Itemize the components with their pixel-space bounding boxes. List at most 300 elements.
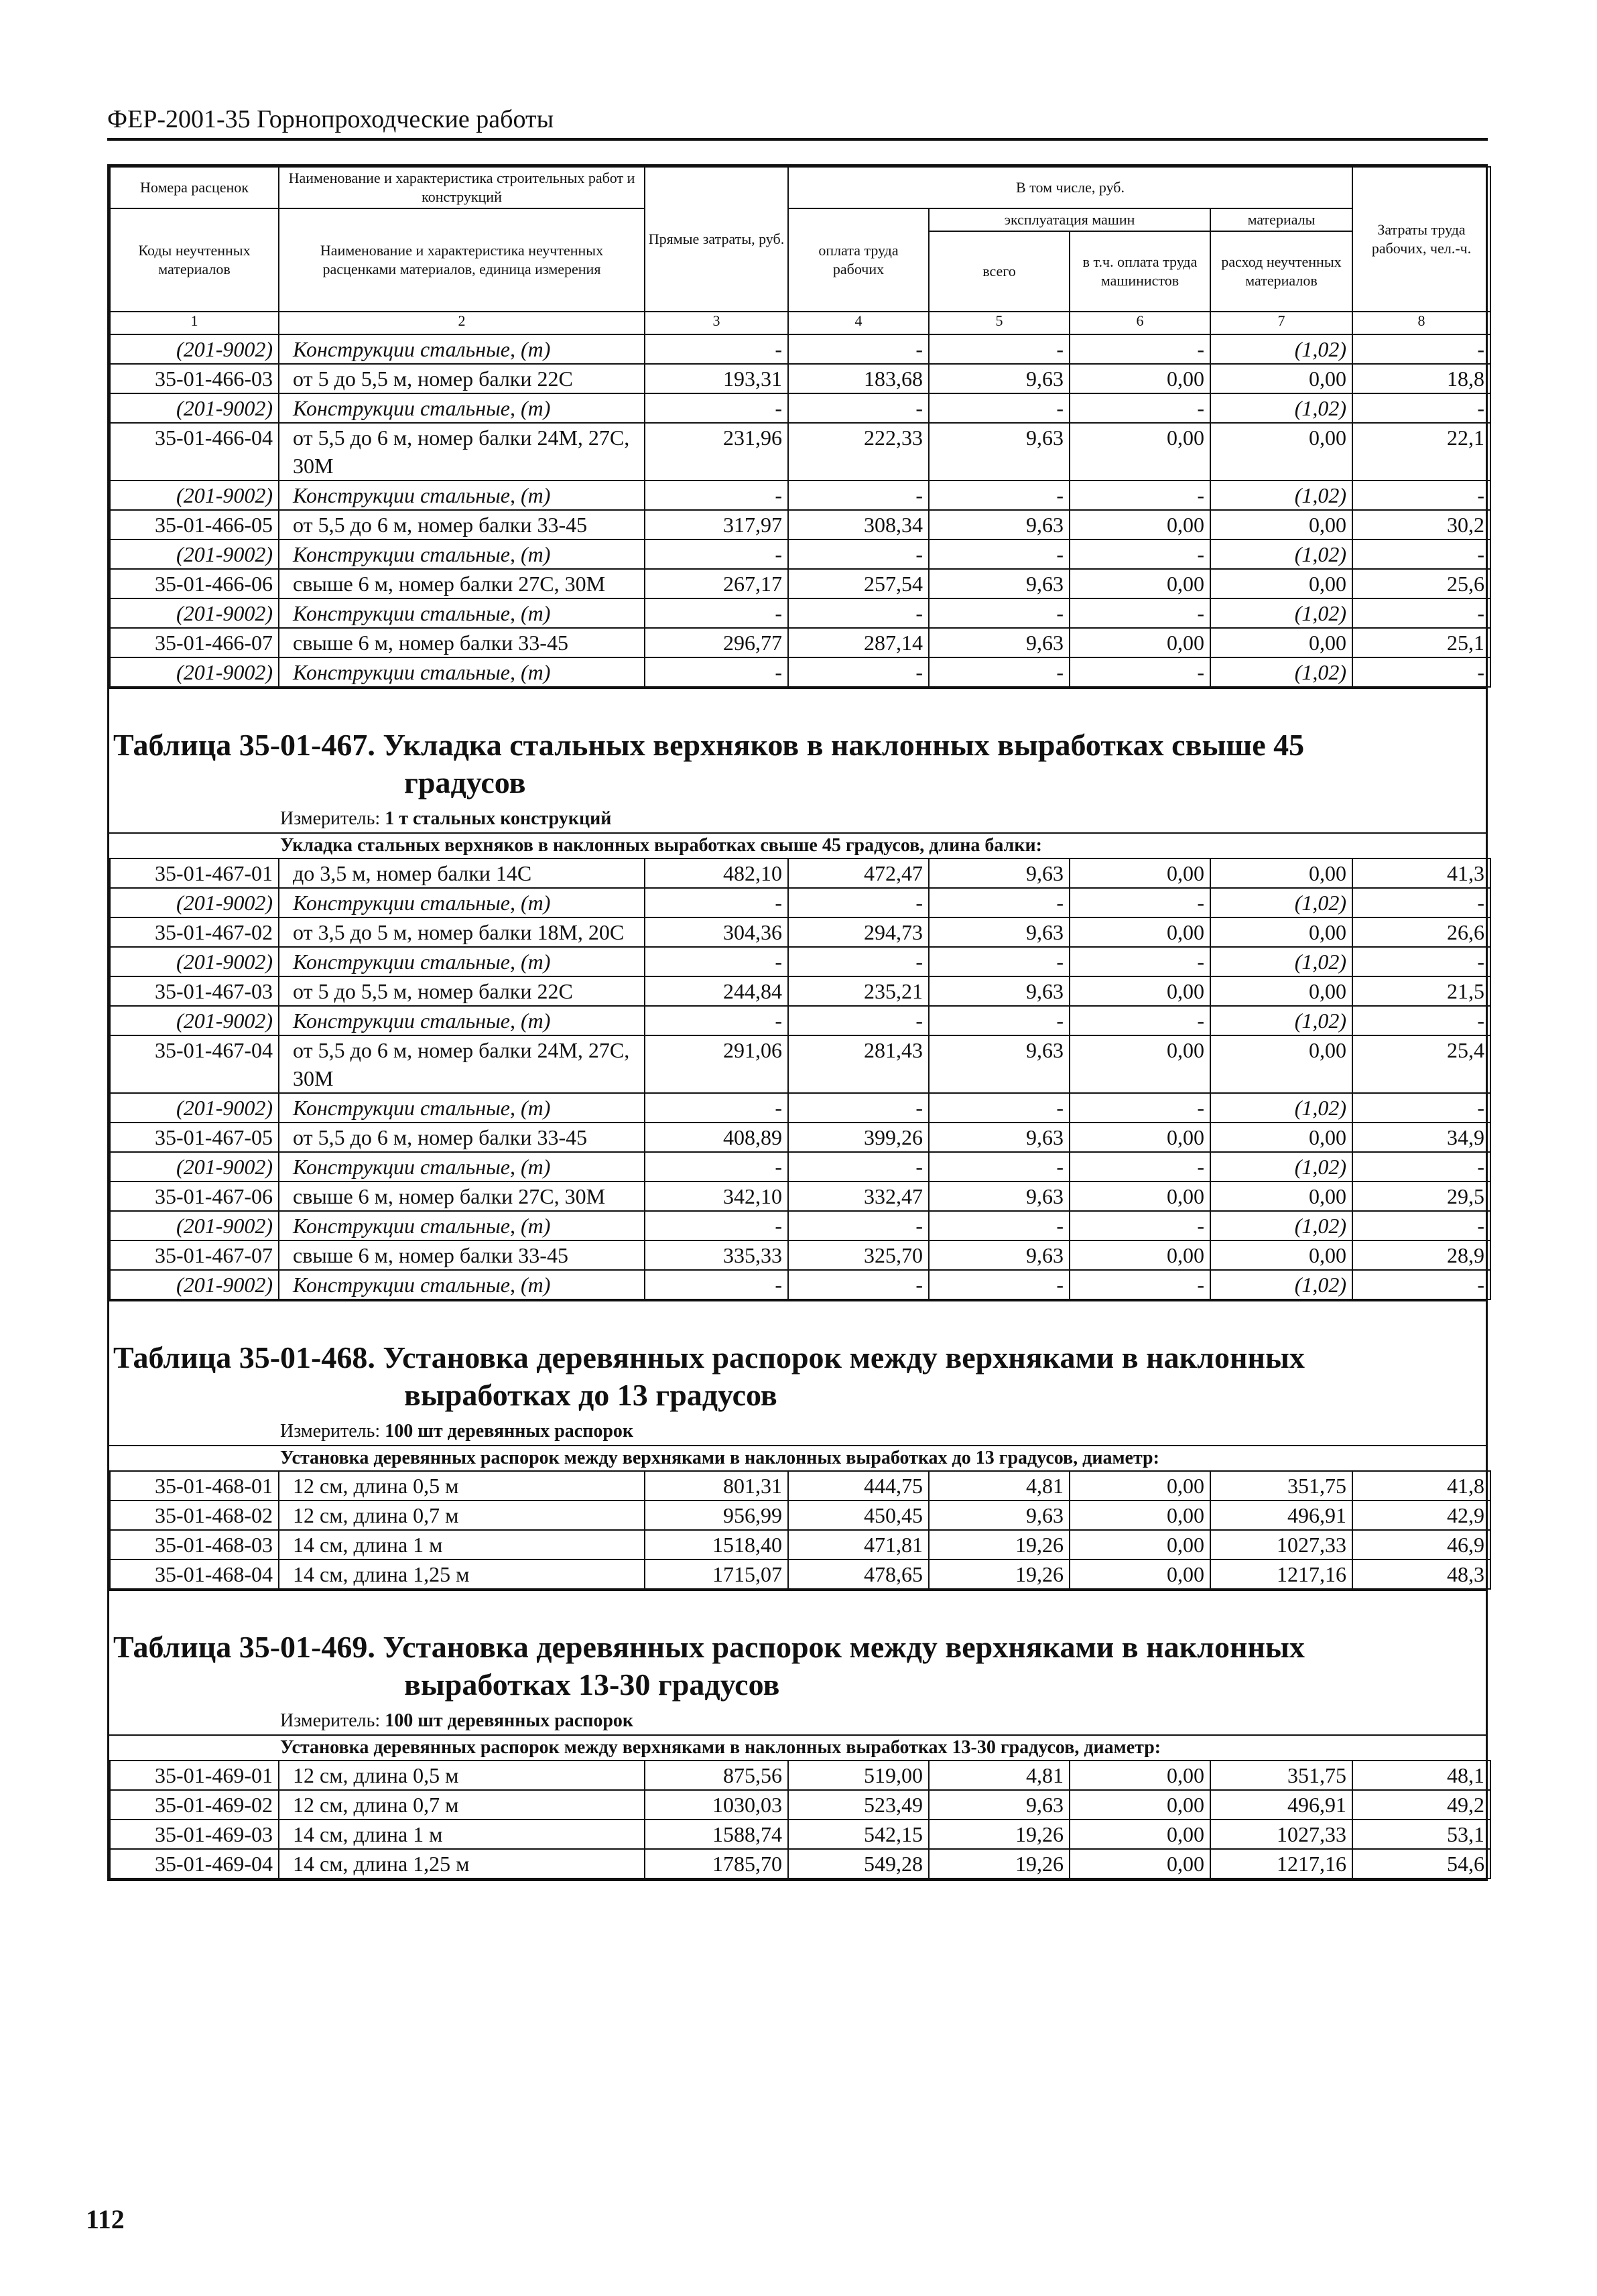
row-code: 35-01-468-01 [110, 1471, 279, 1501]
row-value: 9,63 [929, 1182, 1070, 1211]
material-row [110, 481, 1490, 510]
row-value: 482,10 [645, 858, 788, 888]
row-value: 0,00 [1210, 569, 1352, 598]
row-value: - [645, 947, 788, 976]
row-value: 222,33 [788, 423, 929, 481]
rate-row [110, 917, 1490, 947]
row-value: 496,91 [1210, 1790, 1352, 1820]
row-value: 956,99 [645, 1501, 788, 1530]
row-value: - [645, 1006, 788, 1035]
row-value: 519,00 [788, 1761, 929, 1790]
row-value: 0,00 [1070, 1182, 1210, 1211]
row-code: (201-9002) [110, 393, 279, 423]
rate-row [110, 1790, 1490, 1820]
row-code: 35-01-468-03 [110, 1530, 279, 1559]
rate-row [110, 976, 1490, 1006]
sections [109, 688, 1486, 1879]
material-row [110, 393, 1490, 423]
row-value: (1,02) [1210, 1211, 1352, 1240]
row-value: 1027,33 [1210, 1530, 1352, 1559]
row-name: свыше 6 м, номер балки 33-45 [279, 628, 645, 657]
row-value: (1,02) [1210, 1093, 1352, 1123]
row-value: 0,00 [1070, 976, 1210, 1006]
row-value: 0,00 [1070, 1530, 1210, 1559]
row-value: 0,00 [1070, 628, 1210, 657]
rate-row [110, 1035, 1490, 1093]
section-title-line2: выработках 13-30 градусов [404, 1667, 780, 1702]
row-value: 304,36 [645, 917, 788, 947]
row-code: 35-01-467-04 [110, 1035, 279, 1093]
row-value: - [1352, 947, 1490, 976]
rate-row [110, 1761, 1490, 1790]
row-value: 0,00 [1210, 364, 1352, 393]
row-name: Конструкции стальные, (т) [279, 888, 645, 917]
row-name: Конструкции стальные, (т) [279, 1211, 645, 1240]
section-title-line2: выработках до 13 градусов [404, 1378, 777, 1412]
row-value: 472,47 [788, 858, 929, 888]
row-value: - [929, 1211, 1070, 1240]
section-title-line2: градусов [404, 765, 526, 800]
row-value: - [929, 334, 1070, 364]
row-value: 25,1 [1352, 628, 1490, 657]
row-value: 0,00 [1210, 917, 1352, 947]
row-value: 1030,03 [645, 1790, 788, 1820]
row-code: 35-01-469-02 [110, 1790, 279, 1820]
row-value: - [645, 539, 788, 569]
row-code: 35-01-469-04 [110, 1849, 279, 1878]
row-value: 1027,33 [1210, 1820, 1352, 1849]
row-value: 54,6 [1352, 1849, 1490, 1878]
row-value: 19,26 [929, 1820, 1070, 1849]
rate-row [110, 1530, 1490, 1559]
row-value: - [1352, 539, 1490, 569]
row-value: 0,00 [1210, 1240, 1352, 1270]
measure-label: Измеритель: [280, 1710, 381, 1731]
rate-row [110, 858, 1490, 888]
row-value: - [788, 1152, 929, 1182]
row-code: (201-9002) [110, 1152, 279, 1182]
row-value: (1,02) [1210, 393, 1352, 423]
row-value: - [929, 1152, 1070, 1182]
material-row [110, 1270, 1490, 1299]
row-value: - [1352, 1211, 1490, 1240]
row-value: 325,70 [788, 1240, 929, 1270]
section-title [109, 1591, 1486, 1708]
row-value: - [929, 598, 1070, 628]
row-value: 49,2 [1352, 1790, 1490, 1820]
col-head-codes-bottom: Коды неучтенных материалов [110, 208, 279, 312]
row-value: - [788, 481, 929, 510]
row-value: 46,9 [1352, 1530, 1490, 1559]
row-value: 9,63 [929, 1501, 1070, 1530]
row-value: 0,00 [1070, 1471, 1210, 1501]
table-466-body [110, 334, 1490, 687]
rate-row [110, 1123, 1490, 1152]
row-value: 235,21 [788, 976, 929, 1006]
section-title-line1: Таблица 35-01-467. Укладка стальных верхняков в наклонных выработках свыше 45 [113, 728, 1305, 762]
row-value: - [645, 1211, 788, 1240]
section-block [109, 688, 1486, 1300]
col-head-material-use: расход неучтенных материалов [1210, 231, 1352, 312]
row-value: 9,63 [929, 917, 1070, 947]
row-value: - [1070, 1093, 1210, 1123]
row-value: 523,49 [788, 1790, 929, 1820]
row-value: - [645, 1152, 788, 1182]
row-value: 317,97 [645, 510, 788, 539]
section-title [109, 1301, 1486, 1418]
row-code: (201-9002) [110, 598, 279, 628]
col-num: 6 [1070, 312, 1210, 334]
material-row [110, 1006, 1490, 1035]
row-name: свыше 6 м, номер балки 27С, 30М [279, 569, 645, 598]
section-caption: Установка деревянных распорок между верхняками в наклонных выработках 13-30 градусов, диаметр: [109, 1734, 1486, 1760]
row-value: 496,91 [1210, 1501, 1352, 1530]
row-name: Конструкции стальные, (т) [279, 393, 645, 423]
row-value: 408,89 [645, 1123, 788, 1152]
measure-line [109, 1708, 1486, 1734]
row-code: 35-01-466-05 [110, 510, 279, 539]
row-value: (1,02) [1210, 1152, 1352, 1182]
row-value: 0,00 [1070, 364, 1210, 393]
row-code: 35-01-469-03 [110, 1820, 279, 1849]
col-head-codes-top: Номера расценок [110, 167, 279, 208]
col-head-incl: В том числе, руб. [788, 167, 1352, 208]
rate-row [110, 1849, 1490, 1878]
row-value: 542,15 [788, 1820, 929, 1849]
row-value: 48,3 [1352, 1559, 1490, 1589]
material-row [110, 1152, 1490, 1182]
section-table [109, 858, 1491, 1300]
row-code: 35-01-466-03 [110, 364, 279, 393]
row-name: до 3,5 м, номер балки 14С [279, 858, 645, 888]
row-value: - [788, 1093, 929, 1123]
row-name: от 3,5 до 5 м, номер балки 18М, 20С [279, 917, 645, 947]
row-name: 14 см, длина 1 м [279, 1530, 645, 1559]
row-value: 0,00 [1070, 917, 1210, 947]
row-name: Конструкции стальные, (т) [279, 334, 645, 364]
col-head-direct-costs: Прямые затраты, руб. [645, 167, 788, 312]
row-value: 0,00 [1070, 1123, 1210, 1152]
row-name: 12 см, длина 0,7 м [279, 1501, 645, 1530]
row-name: 14 см, длина 1,25 м [279, 1559, 645, 1589]
row-value: 342,10 [645, 1182, 788, 1211]
page-number: 112 [86, 2204, 125, 2234]
row-value: - [788, 598, 929, 628]
row-code: (201-9002) [110, 539, 279, 569]
row-code: 35-01-468-02 [110, 1501, 279, 1530]
row-value: 0,00 [1070, 569, 1210, 598]
row-value: - [1352, 657, 1490, 687]
row-name: от 5,5 до 6 м, номер балки 24М, 27С, 30М [279, 423, 645, 481]
row-value: 351,75 [1210, 1471, 1352, 1501]
material-row [110, 1211, 1490, 1240]
row-code: 35-01-469-01 [110, 1761, 279, 1790]
row-code: (201-9002) [110, 657, 279, 687]
rate-row [110, 569, 1490, 598]
row-value: 25,6 [1352, 569, 1490, 598]
row-value: - [1352, 1152, 1490, 1182]
row-value: - [1070, 1270, 1210, 1299]
row-value: 4,81 [929, 1471, 1070, 1501]
row-value: - [788, 888, 929, 917]
row-value: 450,45 [788, 1501, 929, 1530]
rate-row [110, 1820, 1490, 1849]
measure-value: 1 т стальных конструкций [385, 808, 612, 829]
row-code: 35-01-467-05 [110, 1123, 279, 1152]
section-block [109, 1590, 1486, 1879]
col-num: 2 [279, 312, 645, 334]
rate-row [110, 628, 1490, 657]
row-value: 19,26 [929, 1849, 1070, 1878]
row-value: (1,02) [1210, 888, 1352, 917]
row-code: 35-01-468-04 [110, 1559, 279, 1589]
rate-row [110, 364, 1490, 393]
row-value: 19,26 [929, 1530, 1070, 1559]
row-value: - [1070, 1211, 1210, 1240]
rate-row [110, 510, 1490, 539]
row-value: - [645, 888, 788, 917]
row-value: 0,00 [1210, 423, 1352, 481]
col-head-machines: эксплуатация машин [929, 208, 1210, 231]
row-value: 478,65 [788, 1559, 929, 1589]
row-value: 1715,07 [645, 1559, 788, 1589]
row-value: - [1352, 598, 1490, 628]
row-value: - [929, 657, 1070, 687]
section-block [109, 1300, 1486, 1590]
row-code: (201-9002) [110, 1093, 279, 1123]
row-value: - [1352, 1270, 1490, 1299]
row-value: 9,63 [929, 976, 1070, 1006]
row-name: свыше 6 м, номер балки 27С, 30М [279, 1182, 645, 1211]
row-value: 267,17 [645, 569, 788, 598]
row-name: 12 см, длина 0,7 м [279, 1790, 645, 1820]
row-code: (201-9002) [110, 334, 279, 364]
row-name: 14 см, длина 1,25 м [279, 1849, 645, 1878]
row-value: - [645, 1270, 788, 1299]
row-value: 0,00 [1210, 510, 1352, 539]
row-value: 244,84 [645, 976, 788, 1006]
row-value: 28,9 [1352, 1240, 1490, 1270]
row-value: - [1352, 334, 1490, 364]
row-value: - [1070, 393, 1210, 423]
row-value: - [788, 1270, 929, 1299]
row-value: 0,00 [1210, 1035, 1352, 1093]
row-value: 281,43 [788, 1035, 929, 1093]
row-value: 444,75 [788, 1471, 929, 1501]
row-name: от 5 до 5,5 м, номер балки 22С [279, 976, 645, 1006]
material-row [110, 334, 1490, 364]
row-value: - [1352, 1093, 1490, 1123]
row-name: 12 см, длина 0,5 м [279, 1471, 645, 1501]
row-value: 9,63 [929, 628, 1070, 657]
col-head-driver-wages: в т.ч. оплата труда машинистов [1070, 231, 1210, 312]
row-name: Конструкции стальные, (т) [279, 1093, 645, 1123]
row-value: 193,31 [645, 364, 788, 393]
row-value: - [788, 393, 929, 423]
row-value: - [1070, 598, 1210, 628]
row-value: (1,02) [1210, 1006, 1352, 1035]
section-title-line1: Таблица 35-01-469. Установка деревянных распорок между верхняками в наклонных [113, 1630, 1305, 1664]
row-value: 183,68 [788, 364, 929, 393]
col-head-names-bottom: Наименование и характеристика неучтенных расценками материалов, единица измерения [279, 208, 645, 312]
row-value: 291,06 [645, 1035, 788, 1093]
row-value: - [1070, 947, 1210, 976]
row-value: - [788, 334, 929, 364]
row-value: 41,3 [1352, 858, 1490, 888]
row-value: (1,02) [1210, 598, 1352, 628]
row-value: - [929, 393, 1070, 423]
row-code: (201-9002) [110, 1211, 279, 1240]
row-value: - [929, 481, 1070, 510]
row-value: - [645, 598, 788, 628]
row-value: 0,00 [1210, 858, 1352, 888]
row-value: 25,4 [1352, 1035, 1490, 1093]
row-value: (1,02) [1210, 657, 1352, 687]
page-header: ФЕР-2001-35 Горнопроходческие работы [107, 101, 1488, 141]
row-name: Конструкции стальные, (т) [279, 539, 645, 569]
material-row [110, 947, 1490, 976]
row-value: 53,1 [1352, 1820, 1490, 1849]
row-value: 296,77 [645, 628, 788, 657]
row-value: - [788, 947, 929, 976]
col-head-labor: Затраты труда рабочих, чел.-ч. [1352, 167, 1490, 312]
row-code: 35-01-467-06 [110, 1182, 279, 1211]
row-name: от 5,5 до 6 м, номер балки 24М, 27С, 30М [279, 1035, 645, 1093]
col-num: 3 [645, 312, 788, 334]
row-code: 35-01-466-04 [110, 423, 279, 481]
section-table [109, 1470, 1491, 1590]
row-value: - [1070, 888, 1210, 917]
row-name: Конструкции стальные, (т) [279, 657, 645, 687]
rate-row [110, 1471, 1490, 1501]
material-row [110, 598, 1490, 628]
row-value: 0,00 [1070, 1035, 1210, 1093]
measure-line [109, 1418, 1486, 1445]
row-value: 19,26 [929, 1559, 1070, 1589]
row-name: Конструкции стальные, (т) [279, 598, 645, 628]
row-code: (201-9002) [110, 947, 279, 976]
row-value: - [1352, 888, 1490, 917]
section-title-line1: Таблица 35-01-468. Установка деревянных распорок между верхняками в наклонных [113, 1340, 1305, 1375]
row-value: 0,00 [1070, 1501, 1210, 1530]
row-value: 18,8 [1352, 364, 1490, 393]
rate-row [110, 1182, 1490, 1211]
row-value: 9,63 [929, 364, 1070, 393]
row-value: 308,34 [788, 510, 929, 539]
row-code: (201-9002) [110, 888, 279, 917]
row-value: 0,00 [1070, 1240, 1210, 1270]
row-value: 549,28 [788, 1849, 929, 1878]
row-value: - [645, 1093, 788, 1123]
material-row [110, 539, 1490, 569]
row-value: 0,00 [1210, 628, 1352, 657]
row-value: (1,02) [1210, 539, 1352, 569]
row-value: - [1070, 1152, 1210, 1182]
row-value: - [929, 1270, 1070, 1299]
row-value: (1,02) [1210, 947, 1352, 976]
row-value: 0,00 [1070, 1820, 1210, 1849]
row-name: от 5 до 5,5 м, номер балки 22С [279, 364, 645, 393]
row-code: 35-01-466-07 [110, 628, 279, 657]
row-value: 41,8 [1352, 1471, 1490, 1501]
row-code: (201-9002) [110, 481, 279, 510]
row-value: (1,02) [1210, 481, 1352, 510]
rate-row [110, 1501, 1490, 1530]
row-value: 0,00 [1070, 1559, 1210, 1589]
col-head-materials: материалы [1210, 208, 1352, 231]
row-value: 332,47 [788, 1182, 929, 1211]
rate-row [110, 1240, 1490, 1270]
row-code: 35-01-466-06 [110, 569, 279, 598]
row-value: - [645, 393, 788, 423]
row-name: Конструкции стальные, (т) [279, 947, 645, 976]
material-row [110, 1093, 1490, 1123]
measure-label: Измеритель: [280, 808, 381, 829]
row-value: 471,81 [788, 1530, 929, 1559]
column-number-row [110, 312, 1490, 334]
row-code: (201-9002) [110, 1270, 279, 1299]
row-name: от 5,5 до 6 м, номер балки 33-45 [279, 1123, 645, 1152]
row-value: - [929, 888, 1070, 917]
row-value: 9,63 [929, 569, 1070, 598]
row-code: (201-9002) [110, 1006, 279, 1035]
row-value: - [788, 539, 929, 569]
row-value: 30,2 [1352, 510, 1490, 539]
row-code: 35-01-467-07 [110, 1240, 279, 1270]
row-name: Конструкции стальные, (т) [279, 1152, 645, 1182]
row-value: 0,00 [1070, 858, 1210, 888]
row-value: 4,81 [929, 1761, 1070, 1790]
col-head-wages: оплата труда рабочих [788, 208, 929, 312]
row-value: - [788, 657, 929, 687]
row-value: 351,75 [1210, 1761, 1352, 1790]
measure-value: 100 шт деревянных распорок [385, 1421, 634, 1442]
row-value: 9,63 [929, 1790, 1070, 1820]
row-value: 0,00 [1210, 1182, 1352, 1211]
row-value: 0,00 [1070, 1761, 1210, 1790]
row-value: 875,56 [645, 1761, 788, 1790]
price-document [107, 164, 1488, 1881]
row-value: 0,00 [1210, 1123, 1352, 1152]
row-value: - [1070, 1006, 1210, 1035]
section-caption: Укладка стальных верхняков в наклонных выработках свыше 45 градусов, длина балки: [109, 832, 1486, 858]
row-name: Конструкции стальные, (т) [279, 481, 645, 510]
section-table [109, 1760, 1491, 1879]
row-value: - [1070, 334, 1210, 364]
row-name: 12 см, длина 0,5 м [279, 1761, 645, 1790]
row-value: - [929, 1093, 1070, 1123]
row-value: 26,6 [1352, 917, 1490, 947]
row-code: 35-01-467-01 [110, 858, 279, 888]
row-value: - [645, 334, 788, 364]
row-name: 14 см, длина 1 м [279, 1820, 645, 1849]
row-value: (1,02) [1210, 1270, 1352, 1299]
col-num: 8 [1352, 312, 1490, 334]
measure-line [109, 806, 1486, 832]
row-value: 1217,16 [1210, 1559, 1352, 1589]
material-row [110, 888, 1490, 917]
col-num: 7 [1210, 312, 1352, 334]
row-value: 1588,74 [645, 1820, 788, 1849]
col-num: 5 [929, 312, 1070, 334]
row-value: 9,63 [929, 423, 1070, 481]
row-name: Конструкции стальные, (т) [279, 1270, 645, 1299]
row-value: - [1070, 539, 1210, 569]
row-name: Конструкции стальные, (т) [279, 1006, 645, 1035]
col-num: 4 [788, 312, 929, 334]
header-table [109, 166, 1491, 688]
row-value: 9,63 [929, 1035, 1070, 1093]
